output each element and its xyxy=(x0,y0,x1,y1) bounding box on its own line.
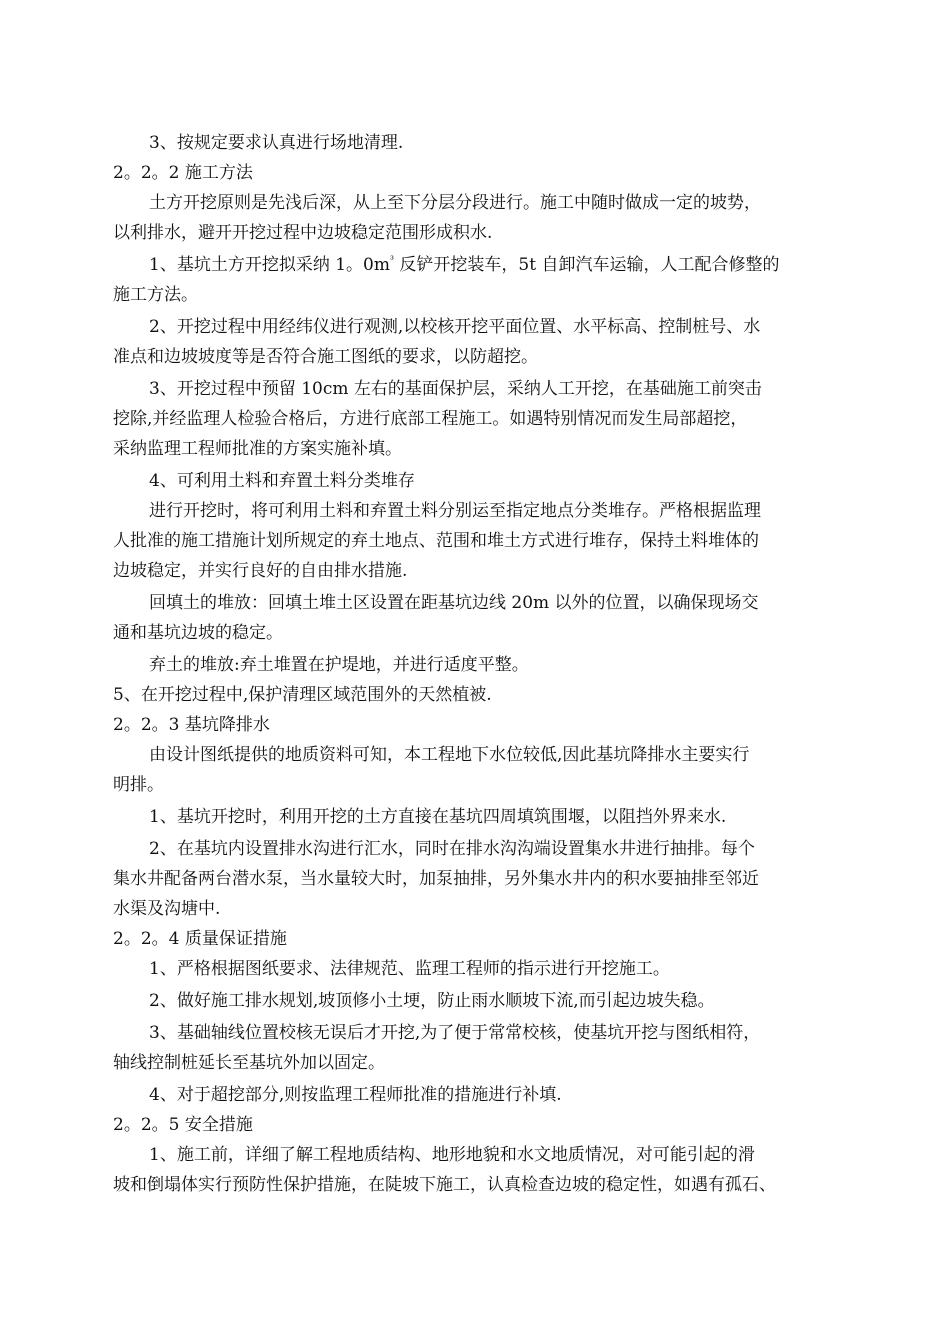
paragraph-line: 施工方法。 xyxy=(113,285,198,305)
section-heading: 2。2。3 基坑降排水 xyxy=(113,715,270,735)
paragraph-line: 由设计图纸提供的地质资料可知，本工程地下水位较低,因此基坑降排水主要实行 xyxy=(149,745,750,765)
paragraph-line: 挖除,并经监理人检验合格后，方进行底部工程施工。如遇特别情况而发生局部超挖， xyxy=(113,409,748,429)
paragraph-line xyxy=(113,250,843,280)
paragraph-line: 4、对于超挖部分,则按监理工程师批准的措施进行补填. xyxy=(149,1085,562,1105)
text-run: 反铲开挖装车，5t 自卸汽车运输，人工配合修整的 xyxy=(394,255,780,275)
paragraph-line: 以利排水，避开开挖过程中边坡稳定范围形成积水. xyxy=(113,223,493,243)
paragraph-line: 1、基坑开挖时，利用开挖的土方直接在基坑四周填筑围堰，以阻挡外界来水. xyxy=(149,807,727,827)
paragraph-line: 回填土的堆放：回填土堆土区设置在距基坑边线 20m 以外的位置，以确保现场交 xyxy=(149,593,759,613)
paragraph-line: 3、基础轴线位置校核无误后才开挖,为了便于常常校核，使基坑开挖与图纸相符， xyxy=(149,1023,761,1043)
paragraph-line: 集水井配备两台潜水泵，当水量较大时，加泵抽排，另外集水井内的积水要抽排至邻近 xyxy=(113,869,759,889)
paragraph-line: 3、按规定要求认真进行场地清理. xyxy=(149,133,404,153)
paragraph-line: 5、在开挖过程中,保护清理区域范围外的天然植被. xyxy=(113,685,492,705)
paragraph-line: 边坡稳定，并实行良好的自由排水措施. xyxy=(113,561,408,581)
paragraph-line: 2、开挖过程中用经纬仪进行观测,以校核开挖平面位置、水平标高、控制桩号、水 xyxy=(149,317,761,337)
paragraph-line: 进行开挖时，将可利用土料和弃置土料分别运至指定地点分类堆存。严格根据监理 xyxy=(149,501,761,521)
paragraph-line: 2、在基坑内设置排水沟进行汇水，同时在排水沟沟端设置集水井进行抽排。每个 xyxy=(149,839,755,859)
paragraph-line: 采纳监理工程师批准的方案实施补填。 xyxy=(113,439,402,459)
section-heading: 2。2。4 质量保证措施 xyxy=(113,929,287,949)
paragraph-line: 2、做好施工排水规划,坡顶修小土埂，防止雨水顺坡下流,而引起边坡失稳。 xyxy=(149,991,715,1011)
paragraph-line: 人批准的施工措施计划所规定的弃土地点、范围和堆土方式进行堆存，保持土料堆体的 xyxy=(113,531,759,551)
paragraph-line: 弃土的堆放:弃土堆置在护堤地，并进行适度平整。 xyxy=(149,655,529,675)
paragraph-line: 3、开挖过程中预留 10cm 左右的基面保护层，采纳人工开挖，在基础施工前突击 xyxy=(149,379,762,399)
paragraph-line: 通和基坑边坡的稳定。 xyxy=(113,623,283,643)
superscript: ³ xyxy=(389,255,394,266)
paragraph-line: 1、严格根据图纸要求、法律规范、监理工程师的指示进行开挖施工。 xyxy=(149,959,670,979)
paragraph-line: 准点和边坡坡度等是否符合施工图纸的要求，以防超挖。 xyxy=(113,347,538,367)
paragraph-line: 水渠及沟塘中. xyxy=(113,899,221,919)
document-body xyxy=(113,128,843,1200)
text-run: 1、基坑土方开挖拟采纳 1。0m xyxy=(149,255,390,275)
section-heading: 2。2。2 施工方法 xyxy=(113,163,253,183)
paragraph-line: 1、施工前，详细了解工程地质结构、地形地貌和水文地质情况，对可能引起的滑 xyxy=(149,1145,755,1165)
paragraph-line: 明排。 xyxy=(113,775,164,795)
paragraph-line: 坡和倒塌体实行预防性保护措施，在陡坡下施工，认真检查边坡的稳定性，如遇有孤石、 xyxy=(113,1175,776,1195)
paragraph-line: 4、可利用土料和弃置土料分类堆存 xyxy=(149,471,415,491)
section-heading: 2。2。5 安全措施 xyxy=(113,1115,253,1135)
paragraph-line: 轴线控制桩延长至基坑外加以固定。 xyxy=(113,1053,385,1073)
paragraph-line: 土方开挖原则是先浅后深，从上至下分层分段进行。施工中随时做成一定的坡势， xyxy=(149,193,761,213)
